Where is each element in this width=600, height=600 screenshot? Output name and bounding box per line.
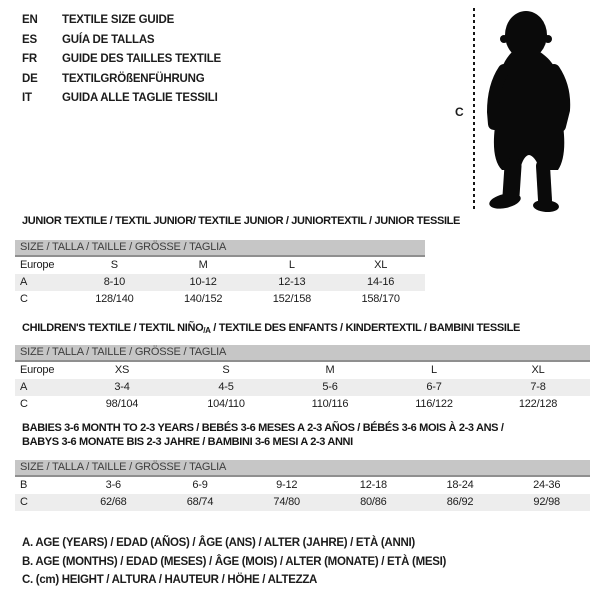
table-cell: 158/170	[361, 293, 400, 305]
table-row-height	[15, 396, 590, 413]
children-size-table	[15, 345, 590, 413]
table-cell: M	[325, 364, 335, 376]
table-cell: 5-6	[322, 381, 338, 393]
section-title-junior: JUNIOR TEXTILE / TEXTIL JUNIOR/ TEXTILE JUNIOR / JUNIORTEXTIL / JUNIOR TESSILE	[22, 215, 461, 227]
language-row	[22, 31, 221, 51]
table-cell: 152/158	[272, 293, 312, 305]
guide-title: GUÍA DE TALLAS	[62, 33, 155, 46]
table-cell: 128/140	[95, 293, 134, 305]
table-cell: 4-5	[218, 381, 234, 393]
table-cell: 3-6	[105, 479, 121, 491]
language-row	[22, 70, 221, 90]
table-cell: 86/92	[446, 496, 474, 508]
table-cell: 14-16	[367, 276, 395, 288]
language-code: EN	[22, 14, 38, 26]
row-label: C	[20, 293, 28, 305]
title-line: BABIES 3-6 MONTH TO 2-3 YEARS / BEBÉS 3-6 MESES A 2-3 AÑOS / BÉBÉS 3-6 MOIS À 2-3 ANS /	[22, 422, 504, 434]
table-cell: 3-4	[114, 381, 130, 393]
language-code: DE	[22, 72, 38, 85]
guide-title: TEXTILGRÖßENFÜHRUNG	[62, 72, 205, 85]
guide-title: TEXTILE SIZE GUIDE	[62, 14, 175, 26]
title-part: CHILDREN'S TEXTILE / TEXTIL NIÑO	[22, 322, 204, 334]
table-cell: S	[110, 259, 118, 271]
table-cell: L	[431, 364, 437, 376]
table-cell: 92/98	[533, 496, 560, 508]
height-measure-dashed-line	[473, 8, 475, 210]
table-cell: L	[288, 259, 295, 271]
row-label: A	[20, 381, 28, 393]
table-row-months	[15, 477, 590, 494]
legend-line-age-months: B. AGE (MONTHS) / EDAD (MESES) / ÂGE (MOIS) / ALTER (MONATE) / ETÀ (MESI)	[22, 555, 447, 568]
legend	[22, 534, 446, 590]
table-cell: 18-24	[446, 479, 474, 491]
row-label: Europe	[20, 259, 55, 271]
legend-line-height: C. (cm) HEIGHT / ALTURA / HAUTEUR / HÖHE / ALTEZZA	[22, 574, 318, 586]
size-table-header: SIZE / TALLA / TAILLE / GRÖSSE / TAGLIA	[15, 460, 590, 477]
table-cell: 10-12	[189, 276, 217, 288]
table-cell: 140/152	[183, 293, 223, 305]
table-cell: 98/104	[105, 398, 139, 410]
table-cell: 12-13	[278, 276, 306, 288]
table-cell: 116/122	[415, 398, 453, 410]
table-cell: M	[198, 259, 208, 271]
table-cell: XL	[531, 364, 545, 376]
table-cell: 6-9	[192, 479, 208, 491]
baby-silhouette-icon	[482, 8, 577, 213]
guide-title: GUIDE DES TAILLES TEXTILE	[62, 53, 221, 65]
table-cell: 7-8	[530, 381, 546, 393]
table-cell: 80/86	[360, 496, 387, 508]
legend-line-age-years: A. AGE (YEARS) / EDAD (AÑOS) / ÂGE (ANS) / ALTER (JAHRE) / ETÀ (ANNI)	[22, 537, 415, 549]
language-code: ES	[22, 33, 37, 46]
table-cell: 8-10	[103, 276, 125, 288]
row-label: C	[20, 496, 28, 508]
title-line: BABYS 3-6 MONATE BIS 2-3 JAHRE / BAMBINI 3-6 MESI A 2-3 ANNI	[22, 436, 353, 448]
language-row	[22, 11, 221, 31]
babies-size-table	[15, 460, 590, 511]
row-label: Europe	[20, 364, 55, 376]
table-cell: 12-18	[359, 479, 387, 491]
row-label: C	[20, 398, 28, 410]
size-table-header: SIZE / TALLA / TAILLE / GRÖSSE / TAGLIA	[15, 240, 425, 257]
title-subscript: /A	[203, 326, 211, 335]
table-cell: 9-12	[276, 479, 298, 491]
table-row-age	[15, 274, 425, 291]
table-cell: 62/68	[100, 496, 127, 508]
section-title-children	[22, 321, 520, 338]
table-cell: 6-7	[426, 381, 442, 393]
table-row-height	[15, 494, 590, 511]
language-row	[22, 50, 221, 70]
row-label: B	[20, 479, 28, 491]
table-cell: 110/116	[311, 398, 349, 410]
table-cell: 104/110	[207, 398, 245, 410]
table-row-europe	[15, 257, 425, 274]
table-row-height	[15, 291, 425, 308]
language-code: IT	[22, 92, 32, 104]
table-row-age	[15, 379, 590, 396]
table-cell: S	[222, 364, 230, 376]
table-cell: 122/128	[518, 398, 558, 410]
language-title-list	[22, 11, 221, 109]
table-cell: 24-36	[533, 479, 561, 491]
junior-size-table	[15, 240, 425, 308]
height-measure-label: C	[455, 105, 464, 119]
table-cell: XL	[374, 259, 388, 271]
section-title-babies	[22, 421, 504, 449]
table-row-europe	[15, 362, 590, 379]
row-label: A	[20, 276, 28, 288]
language-code: FR	[22, 53, 37, 65]
title-part: / TEXTILE DES ENFANTS / KINDERTEXTIL / BAMBINI TESSILE	[210, 322, 520, 334]
table-cell: 74/80	[273, 496, 300, 508]
table-cell: XS	[114, 364, 130, 376]
guide-title: GUIDA ALLE TAGLIE TESSILI	[62, 92, 218, 104]
table-cell: 68/74	[186, 496, 214, 508]
language-row	[22, 89, 221, 109]
size-table-header: SIZE / TALLA / TAILLE / GRÖSSE / TAGLIA	[15, 345, 590, 362]
